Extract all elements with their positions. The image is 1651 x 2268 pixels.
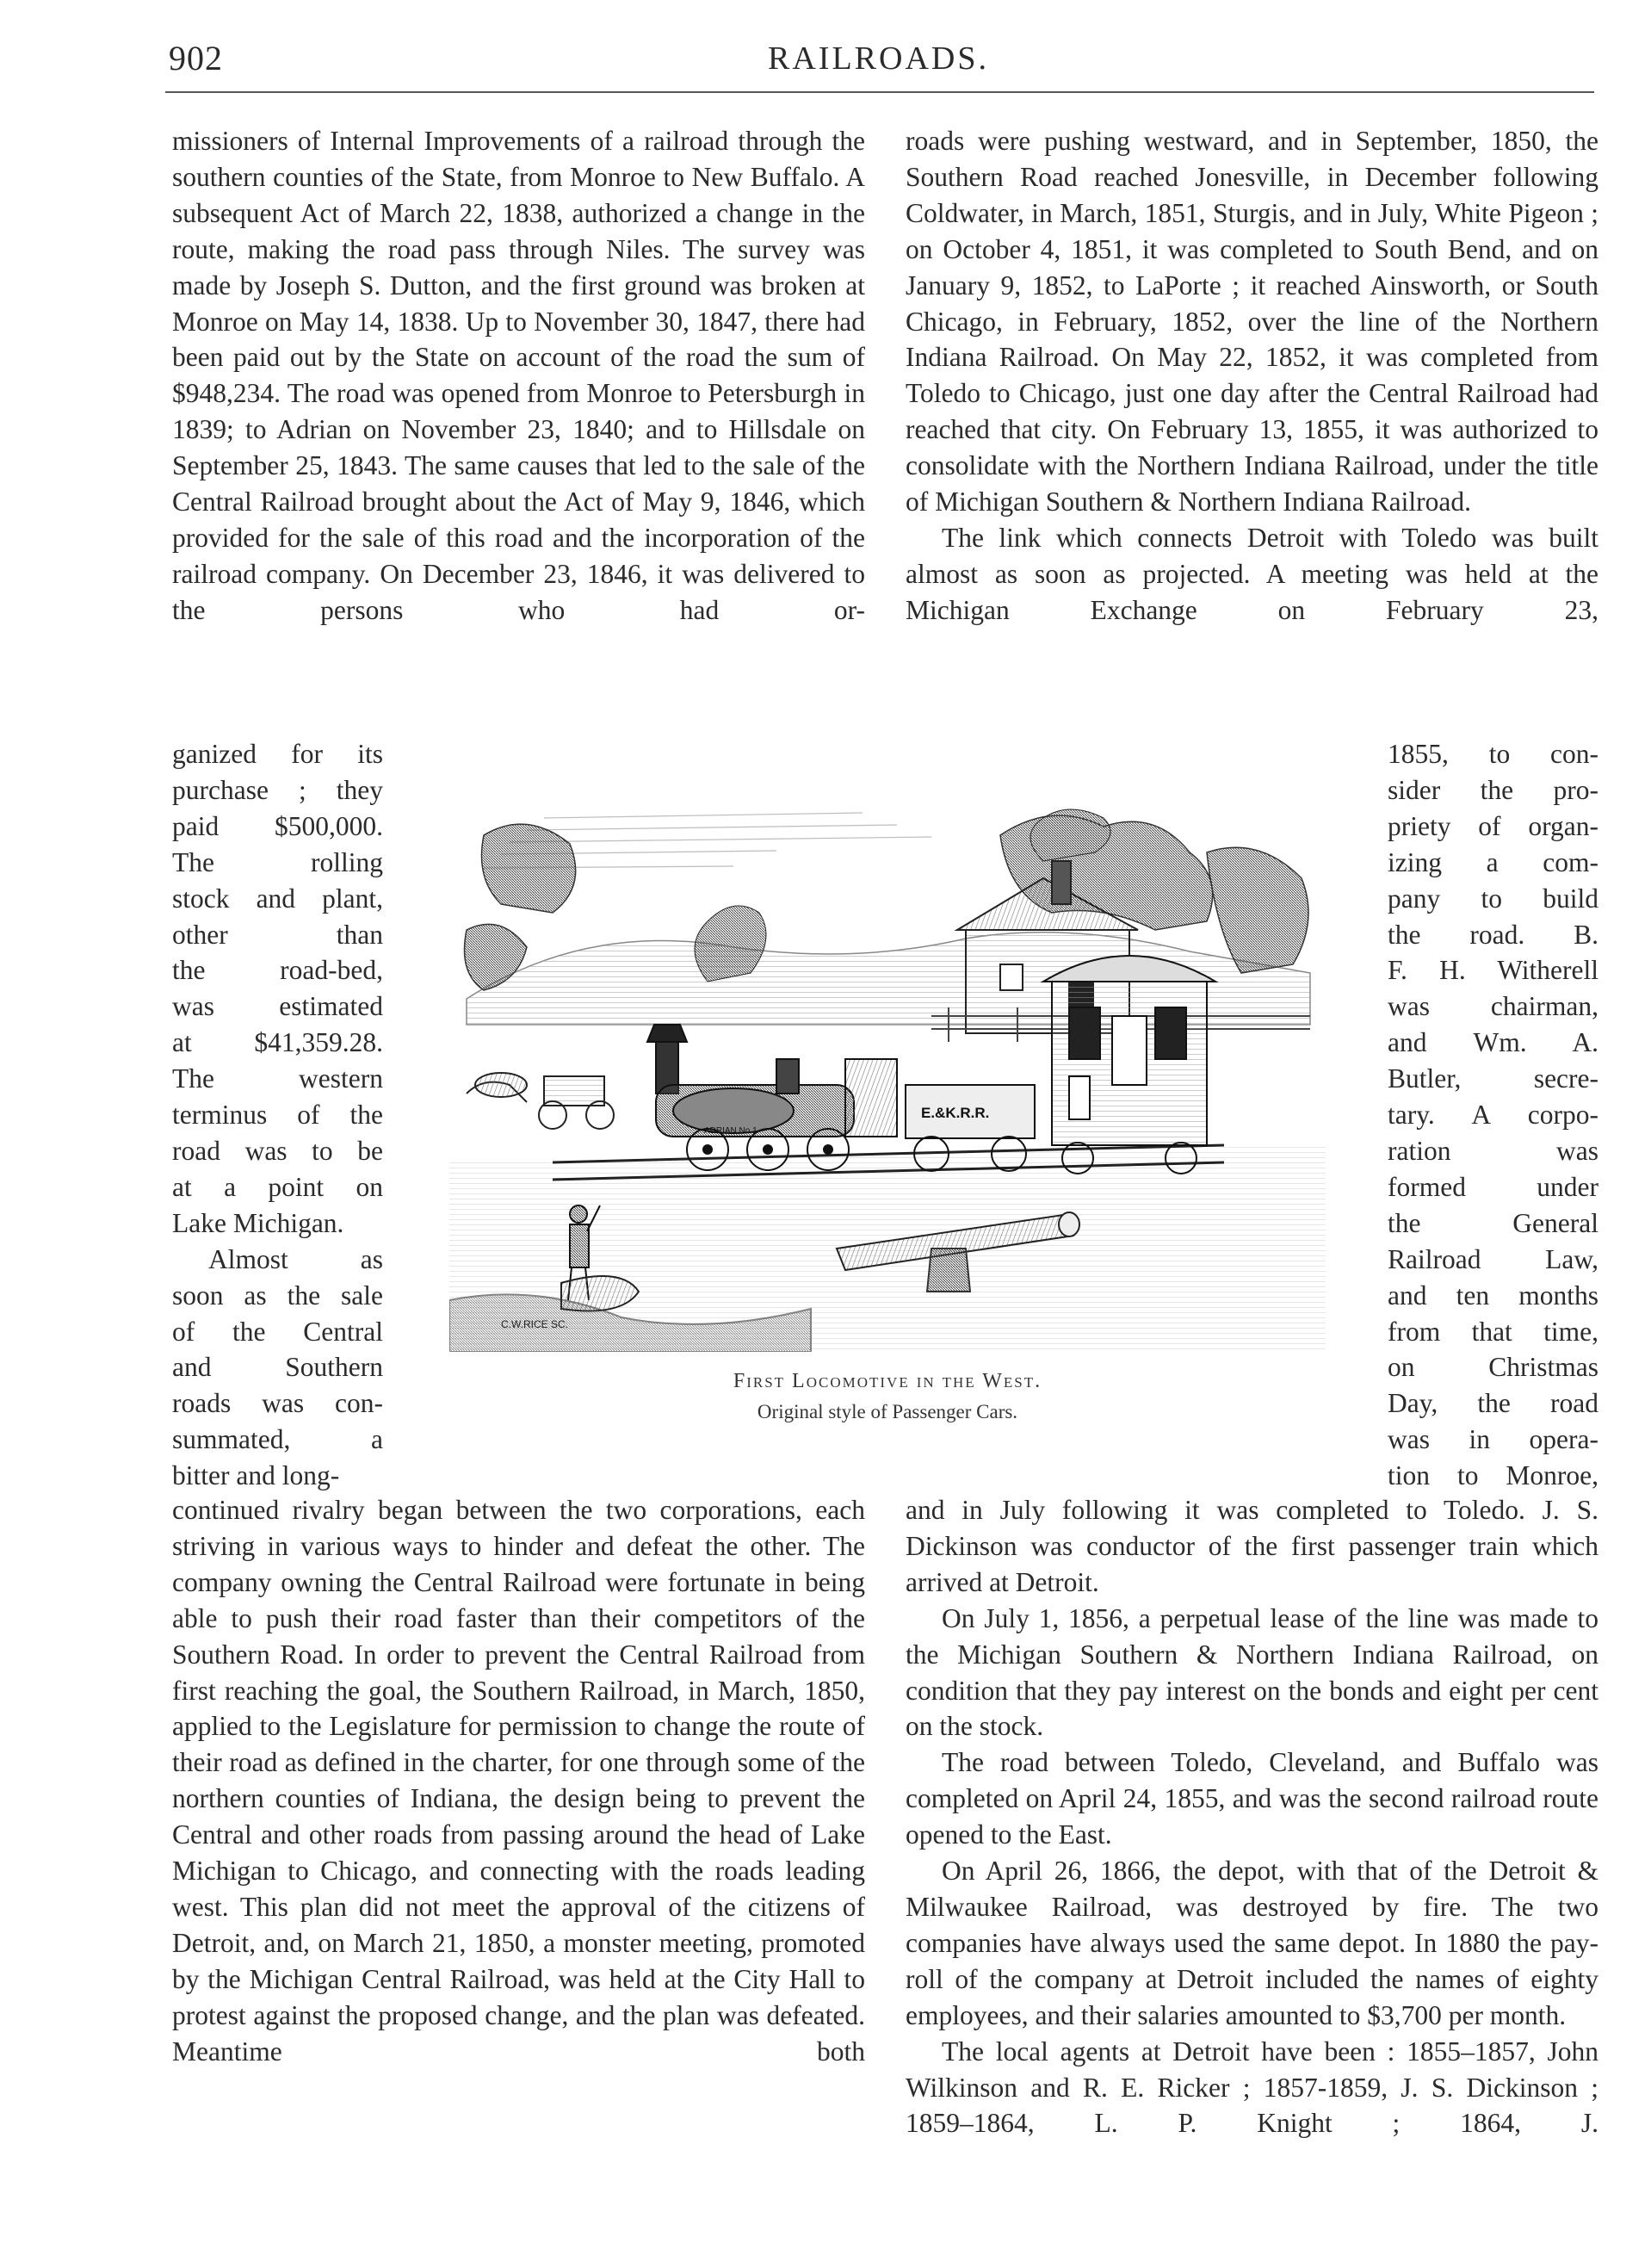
engraving-illustration: [449, 801, 1326, 1352]
engine-label: ADRIAN No 1: [704, 1126, 757, 1136]
right-narrow-line: the General: [1388, 1207, 1598, 1238]
left-narrow-line: road was to be: [172, 1135, 383, 1166]
left-narrow-line: at $41,359.28.: [172, 1027, 383, 1058]
right-narrow-line: the road. B.: [1388, 919, 1598, 950]
left-narrow-line: of the Central: [172, 1316, 383, 1347]
right-narrow-line: and ten months: [1388, 1280, 1598, 1311]
right-narrow-line: sider the pro-: [1388, 774, 1598, 805]
left-narrow-line: roads was con-: [172, 1388, 383, 1419]
right-narrow-line: Butler, secre-: [1388, 1063, 1598, 1094]
right-narrow-line: izing a com-: [1388, 846, 1598, 877]
right-lower-paragraph-1: and in July following it was completed to Toledo. J. S. Dickinson was conductor of the first passenger train which arrived at Detroit.: [906, 1495, 1598, 1597]
left-column-lower: [172, 1492, 865, 2070]
page-number: 902: [169, 39, 223, 77]
left-narrow-line: soon as the sale: [172, 1280, 383, 1311]
right-narrow-line: formed under: [1388, 1171, 1598, 1202]
right-narrow-line: Day, the road: [1388, 1388, 1598, 1419]
left-narrow-line: at a point on: [172, 1171, 383, 1202]
right-lower-paragraph-4: On April 26, 1866, the depot, with that of the Detroit & Milwaukee Railroad, was destroyed by fire. The two companies have always used the same depot. In 1880 the pay-roll of the company at Detroit included the names of eighty employees, and their salaries amounted to $3,700 per month.: [906, 1856, 1598, 2030]
tender-label: E.&K.R.R.: [921, 1105, 990, 1121]
left-narrow-line: purchase ; they: [172, 774, 383, 805]
right-narrow-line: from that time,: [1388, 1316, 1598, 1347]
left-narrow-line: other than: [172, 919, 383, 950]
right-column-upper: [906, 123, 1598, 629]
right-lower-paragraph-5: The local agents at Detroit have been : 1855–1857, John Wilkinson and R. E. Ricker ; 1857-1859, J. S. Dickinson ; 1859–1864, L. P. Knight ; 1864, J.: [906, 2036, 1598, 2139]
engraver-signature: C.W.RICE SC.: [501, 1318, 569, 1330]
page-header: [165, 38, 1594, 93]
right-lower-paragraph-3: The road between Toledo, Cleveland, and Buffalo was completed on April 24, 1855, and was the second railroad route opened to the East.: [906, 1747, 1598, 1850]
right-narrow-line: on Christmas: [1388, 1352, 1598, 1383]
left-narrow-line: summated, a: [172, 1424, 383, 1455]
left-narrow-line: Lake Michigan.: [172, 1207, 344, 1238]
right-column-lower: [906, 1492, 1598, 2141]
right-narrow-line: and Wm. A.: [1388, 1027, 1598, 1058]
left-upper-paragraph: missioners of Internal Improvements of a railroad through the southern counties of the State, from Monroe to New Buffalo. A subsequent Act of March 22, 1838, authorized a change in the route, making the road pass through Niles. The survey was made by Joseph S. Dutton, and the first ground was broken at Monroe on May 14, 1838. Up to November 30, 1847, there had been paid out by the State on account of the road the sum of $948,234. The road was opened from Monroe to Petersburgh in 1839; to Adrian on November 23, 1840; and to Hillsdale on September 25, 1843. The same causes that led to the sale of the Central Railroad brought about the Act of May 9, 1846, which provided for the sale of this road and the incorporation of the railroad company. On December 23, 1846, it was delivered to the persons who had or-: [172, 126, 865, 625]
right-narrow-line: priety of organ-: [1388, 810, 1598, 841]
left-narrow-line: was estimated: [172, 991, 383, 1022]
right-upper-paragraph-2: The link which connects Detroit with Toledo was built almost as soon as projected. A meeting was held at the Michigan Exchange on February 23,: [906, 522, 1598, 625]
locomotive-engraving: [449, 801, 1326, 1352]
left-column-narrow: [172, 736, 383, 1494]
right-narrow-line: was in opera-: [1388, 1424, 1598, 1455]
right-narrow-line: Railroad Law,: [1388, 1243, 1598, 1274]
left-narrow-line: and Southern: [172, 1352, 383, 1383]
header-rule: [165, 91, 1594, 93]
left-narrow-line: The rolling: [172, 846, 383, 877]
left-narrow-line: ganized for its: [172, 739, 383, 769]
left-lower-paragraph: continued rivalry began between the two corporations, each striving in various ways to hinder and defeat the other. The company owning the Central Railroad were fortunate in being able to push their road faster than their competitors of the Southern Road. In order to prevent the Central Railroad from first reaching the goal, the Southern Railroad, in March, 1850, applied to the Legislature for permission to change the route of their road as defined in the charter, for one through some of the northern counties of Indiana, the design being to prevent the Central and other roads from passing around the head of Lake Michigan to Chicago, and connecting with the roads leading west. This plan did not meet the approval of the citizens of Detroit, and, on March 21, 1850, a monster meeting, promoted by the Michigan Central Railroad, was held at the City Hall to protest against the proposed change, and the plan was defeated. Meantime both: [172, 1495, 865, 2067]
right-narrow-line: F. H. Witherell: [1388, 955, 1598, 986]
right-narrow-line: tion to Monroe,: [1388, 1460, 1598, 1491]
caption-subtitle: Original style of Passenger Cars.: [757, 1401, 1018, 1422]
right-narrow-line: pany to build: [1388, 883, 1598, 914]
left-narrow-line: paid $500,000.: [172, 810, 383, 841]
left-narrow-line: the road-bed,: [172, 955, 383, 986]
right-lower-paragraph-2: On July 1, 1856, a perpetual lease of the line was made to the Michigan Southern & Northern Indiana Railroad, on condition that they pay interest on the bonds and eight per cent on the stock.: [906, 1602, 1598, 1742]
left-narrow-line: terminus of the: [172, 1100, 383, 1131]
running-head: RAILROADS.: [768, 40, 989, 77]
left-narrow-line: bitter and long-: [172, 1460, 340, 1491]
left-narrow-line: Almost as: [208, 1243, 383, 1274]
right-narrow-line: tary. A corpo-: [1388, 1100, 1598, 1131]
figure-caption: [449, 1366, 1326, 1428]
left-column-upper: [172, 123, 865, 629]
caption-title: First Locomotive in the West.: [733, 1370, 1042, 1392]
left-narrow-line: stock and plant,: [172, 883, 383, 914]
right-narrow-line: 1855, to con-: [1388, 739, 1598, 769]
right-narrow-line: ration was: [1388, 1135, 1598, 1166]
right-narrow-line: was chairman,: [1388, 991, 1598, 1022]
left-narrow-line: The western: [172, 1063, 383, 1094]
right-upper-paragraph-1: roads were pushing westward, and in September, 1850, the Southern Road reached Jonesville, in December following Coldwater, in March, 1851, Sturgis, and in July, White Pigeon ; on October 4, 1851, it was completed to South Bend, and on January 9, 1852, to LaPorte ; it reached Ainsworth, or South Chicago, in February, 1852, over the line of the Northern Indiana Railroad. On May 22, 1852, it was completed from Toledo to Chicago, just one day after the Central Railroad had reached that city. On February 13, 1855, it was authorized to consolidate with the Northern Indiana Railroad, under the title of Michigan Southern & Northern Indiana Railroad.: [906, 126, 1598, 517]
right-column-narrow: [1388, 736, 1598, 1494]
